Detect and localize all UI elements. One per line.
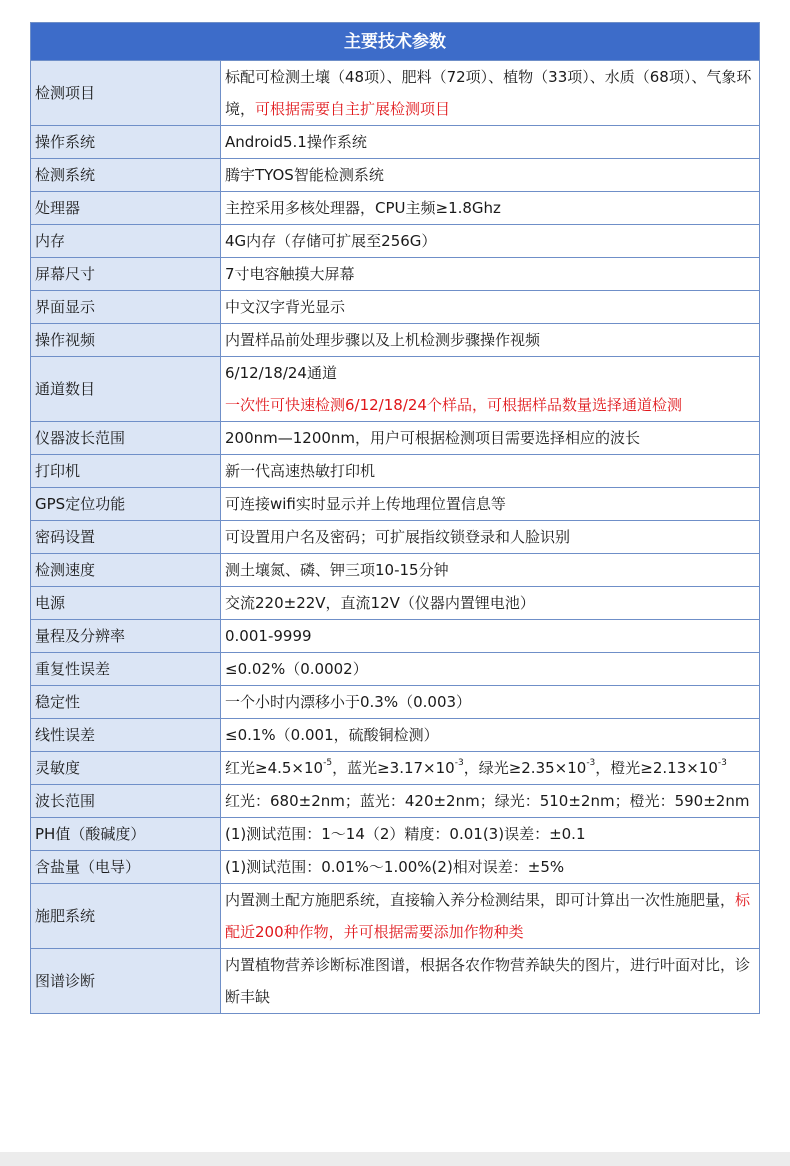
table-row bbox=[31, 225, 760, 258]
row-value: ≤0.1%（0.001，硫酸铜检测） bbox=[221, 719, 760, 752]
table-row bbox=[31, 620, 760, 653]
row-label: 波长范围 bbox=[31, 785, 221, 818]
row-value: 中文汉字背光显示 bbox=[221, 291, 760, 324]
spec-table bbox=[30, 22, 760, 1014]
row-value: 新一代高速热敏打印机 bbox=[221, 455, 760, 488]
table-row bbox=[31, 422, 760, 455]
row-label: 检测项目 bbox=[31, 61, 221, 126]
row-value: 7寸电容触摸大屏幕 bbox=[221, 258, 760, 291]
exponent: -3 bbox=[586, 758, 596, 768]
row-label: 稳定性 bbox=[31, 686, 221, 719]
row-label: PH值（酸碱度） bbox=[31, 818, 221, 851]
table-row bbox=[31, 587, 760, 620]
table-row bbox=[31, 126, 760, 159]
table-row bbox=[31, 851, 760, 884]
table-header-row bbox=[31, 23, 760, 61]
row-label: 密码设置 bbox=[31, 521, 221, 554]
table-row bbox=[31, 324, 760, 357]
row-label: 检测系统 bbox=[31, 159, 221, 192]
row-value: 4G内存（存储可扩展至256G） bbox=[221, 225, 760, 258]
row-value: 内置植物营养诊断标准图谱，根据各农作物营养缺失的图片，进行叶面对比，诊断丰缺 bbox=[221, 949, 760, 1014]
table-row bbox=[31, 291, 760, 324]
row-value: 交流220±22V，直流12V（仪器内置锂电池） bbox=[221, 587, 760, 620]
row-label: 操作系统 bbox=[31, 126, 221, 159]
row-value: 可连接wifi实时显示并上传地理位置信息等 bbox=[221, 488, 760, 521]
row-label: 处理器 bbox=[31, 192, 221, 225]
row-label: GPS定位功能 bbox=[31, 488, 221, 521]
spec-table-container bbox=[30, 22, 759, 1014]
row-value: 6/12/18/24通道 一次性可快速检测6/12/18/24个样品，可根据样品数量选择通道检测 bbox=[221, 357, 760, 422]
row-label: 操作视频 bbox=[31, 324, 221, 357]
exponent: -3 bbox=[717, 758, 727, 768]
table-row bbox=[31, 719, 760, 752]
row-value: 一个小时内漂移小于0.3%（0.003） bbox=[221, 686, 760, 719]
table-row bbox=[31, 159, 760, 192]
row-label: 灵敏度 bbox=[31, 752, 221, 785]
highlight-text: 一次性可快速检测6/12/18/24个样品，可根据样品数量选择通道检测 bbox=[225, 396, 682, 414]
table-row bbox=[31, 653, 760, 686]
row-value: 标配可检测土壤（48项）、肥料（72项）、植物（33项）、水质（68项）、气象环境，可根据需要自主扩展检测项目 bbox=[221, 61, 760, 126]
table-row bbox=[31, 61, 760, 126]
table-row bbox=[31, 357, 760, 422]
page-footer-band bbox=[0, 1152, 790, 1166]
table-row bbox=[31, 785, 760, 818]
table-row bbox=[31, 554, 760, 587]
row-label: 检测速度 bbox=[31, 554, 221, 587]
row-label: 电源 bbox=[31, 587, 221, 620]
row-label: 图谱诊断 bbox=[31, 949, 221, 1014]
table-row bbox=[31, 949, 760, 1014]
row-value: 测土壤氮、磷、钾三项10-15分钟 bbox=[221, 554, 760, 587]
row-label: 仪器波长范围 bbox=[31, 422, 221, 455]
exponent: -5 bbox=[323, 758, 333, 768]
table-row bbox=[31, 488, 760, 521]
row-value: 0.001-9999 bbox=[221, 620, 760, 653]
row-value: 腾宇TYOS智能检测系统 bbox=[221, 159, 760, 192]
table-row bbox=[31, 192, 760, 225]
table-row bbox=[31, 521, 760, 554]
exponent: -3 bbox=[454, 758, 464, 768]
row-label: 量程及分辨率 bbox=[31, 620, 221, 653]
row-value: 内置测土配方施肥系统，直接输入养分检测结果，即可计算出一次性施肥量，标配近200种作物，并可根据需要添加作物种类 bbox=[221, 884, 760, 949]
table-row bbox=[31, 884, 760, 949]
highlight-text: 可根据需要自主扩展检测项目 bbox=[255, 100, 451, 118]
table-row bbox=[31, 752, 760, 785]
row-value: (1)测试范围：1～14（2）精度：0.01(3)误差：±0.1 bbox=[221, 818, 760, 851]
row-value: 红光$\ge 4.5\times 10^{-5}$，蓝光$\ge 3.17\times 10^{-3}$，绿光$\ge 2.35\times 10^{-3}$，橙光$\ge 2.13\times 10^{-3}$ bbox=[221, 752, 760, 785]
row-label: 施肥系统 bbox=[31, 884, 221, 949]
row-label: 重复性误差 bbox=[31, 653, 221, 686]
row-value: (1)测试范围：0.01%～1.00%(2)相对误差：±5% bbox=[221, 851, 760, 884]
row-label: 通道数目 bbox=[31, 357, 221, 422]
highlight-text: 标配近200种作物，并可根据需要添加作物种类 bbox=[225, 891, 751, 941]
row-value: 可设置用户名及密码；可扩展指纹锁登录和人脸识别 bbox=[221, 521, 760, 554]
table-row bbox=[31, 258, 760, 291]
row-value: 内置样品前处理步骤以及上机检测步骤操作视频 bbox=[221, 324, 760, 357]
row-value: 主控采用多核处理器，CPU主频≥1.8Ghz bbox=[221, 192, 760, 225]
row-label: 内存 bbox=[31, 225, 221, 258]
row-label: 屏幕尺寸 bbox=[31, 258, 221, 291]
table-title: 主要技术参数 bbox=[31, 23, 760, 61]
row-label: 打印机 bbox=[31, 455, 221, 488]
row-label: 线性误差 bbox=[31, 719, 221, 752]
row-value: ≤0.02%（0.0002） bbox=[221, 653, 760, 686]
table-row bbox=[31, 818, 760, 851]
row-value: 红光：680±2nm；蓝光：420±2nm；绿光：510±2nm；橙光：590±2nm bbox=[221, 785, 760, 818]
row-value: 200nm—1200nm，用户可根据检测项目需要选择相应的波长 bbox=[221, 422, 760, 455]
table-row bbox=[31, 455, 760, 488]
row-label: 界面显示 bbox=[31, 291, 221, 324]
row-value: Android5.1操作系统 bbox=[221, 126, 760, 159]
row-label: 含盐量（电导） bbox=[31, 851, 221, 884]
table-row bbox=[31, 686, 760, 719]
